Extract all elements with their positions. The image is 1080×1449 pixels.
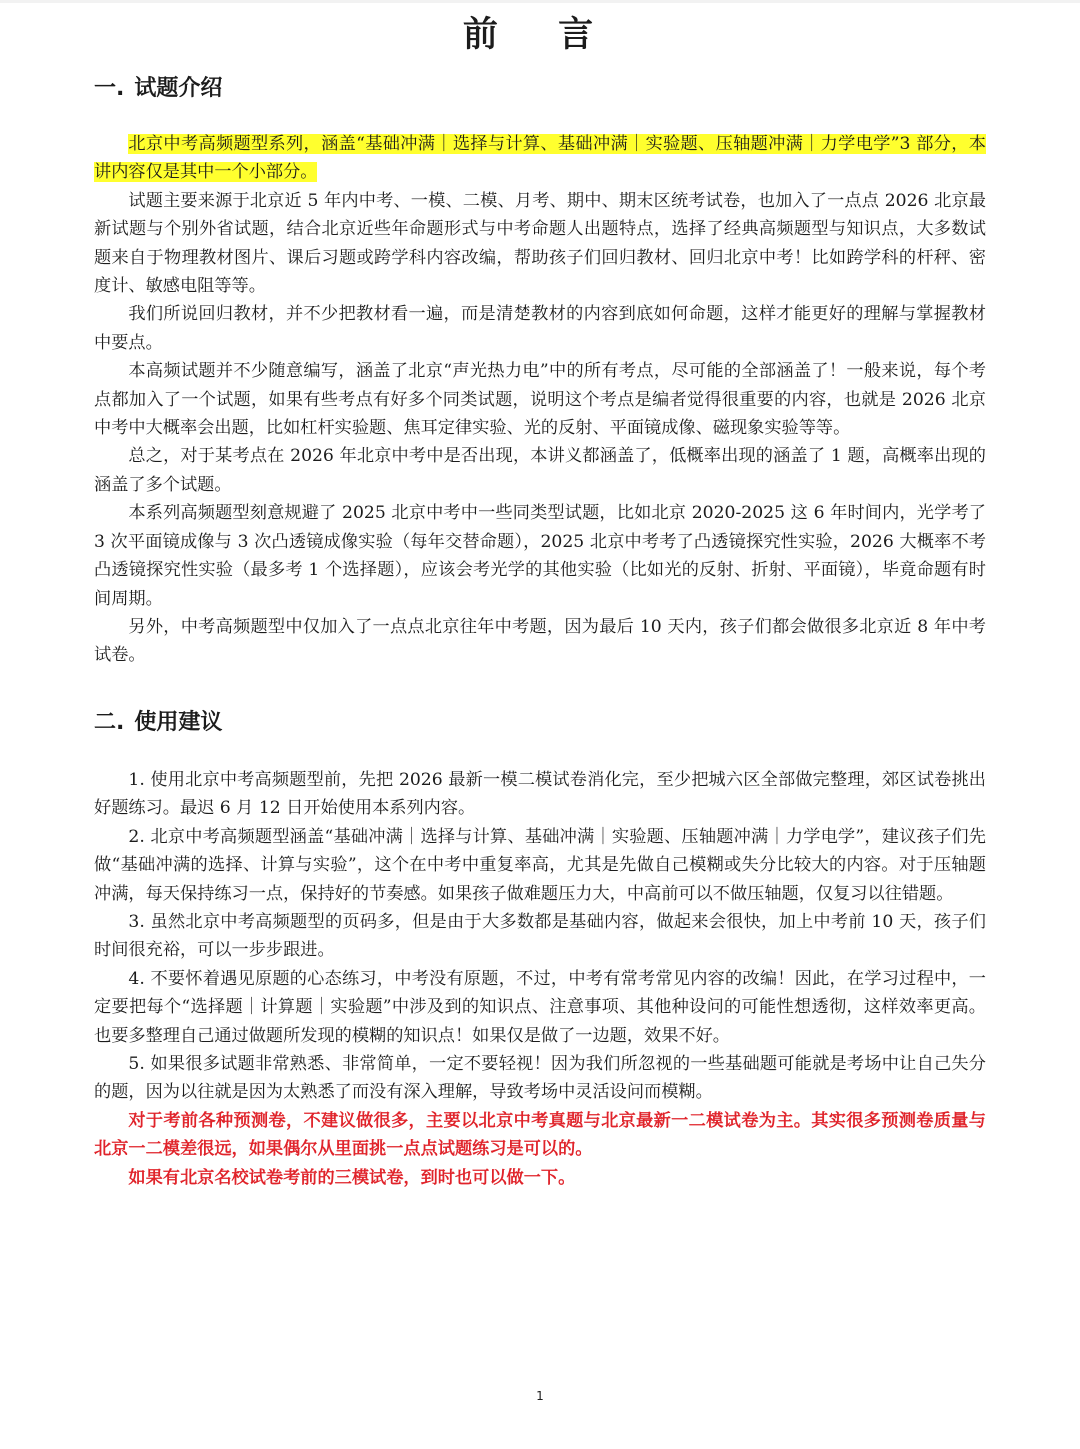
paragraph: 另外，中考高频题型中仅加入了一点点北京往年中考题，因为最后 10 天内，孩子们都会做很多北京近 8 年中考试卷。 bbox=[94, 616, 986, 666]
numbered-paragraph: 4. 不要怀着遇见原题的心态练习，中考没有原题，不过，中考有常考常见内容的改编！因此，在学习过程中，一定要把每个“选择题｜计算题｜实验题”中涉及到的知识点、注意事项、其他种设问的可能性想透彻，这样效率更高。也要多整理自己通过做题所发现的模糊的知识点！如果仅是做了一边题，效果不好。 bbox=[94, 968, 986, 1046]
page-number: 1 bbox=[536, 1389, 544, 1403]
numbered-paragraph: 5. 如果很多试题非常熟悉、非常简单，一定不要轻视！因为我们所忽视的一些基础题可能就是考场中让自己失分的题，因为以往就是因为太熟悉了而没有深入理解，导致考场中灵活设问而模糊。 bbox=[94, 1054, 986, 1103]
paragraph: 我们所说回归教材，并不少把教材看一遍，而是清楚教材的内容到底如何命题，这样才能更好的理解与掌握教材中要点。 bbox=[94, 304, 986, 353]
section-usage-body bbox=[94, 766, 986, 1192]
section-number: 一. bbox=[94, 76, 125, 101]
section-title: 使用建议 bbox=[134, 710, 223, 735]
numbered-paragraph: 3. 虽然北京中考高频题型的页码多，但是由于大多数都是基础内容，做起来会很快，加上中考前 10 天，孩子们时间很充裕，可以一步步跟进。 bbox=[94, 912, 986, 961]
paragraph: 试题主要来源于北京近 5 年内中考、一模、二模、月考、期中、期末区统考试卷，也加入了一点点 2026 北京最新试题与个别外省试题，结合北京近些年命题形式与中考命题人出题特点，选择了经典高频题型与知识点，大多数试题来自于物理教材图片、课后习题或跨学科内容改编，帮助孩子们回归教材、回归北京中考！比如跨学科的杆秤、密度计、敏感电阻等等。 bbox=[94, 190, 986, 297]
top-rule bbox=[0, 0, 1080, 3]
red-emphasis-paragraph: 如果有北京名校试卷考前的三模试卷，到时也可以做一下。 bbox=[128, 1167, 576, 1188]
section-heading-usage bbox=[94, 708, 222, 738]
section-intro-body bbox=[94, 130, 986, 670]
page-title: 前 言 bbox=[462, 15, 618, 55]
paragraph: 总之，对于某考点在 2026 年北京中考中是否出现，本讲义都涵盖了，低概率出现的涵盖了 1 题，高概率出现的涵盖了多个试题。 bbox=[94, 446, 986, 495]
red-emphasis-paragraph: 对于考前各种预测卷，不建议做很多，主要以北京中考真题与北京最新一二模试卷为主。其实很多预测卷质量与北京一二模差很远，如果偶尔从里面挑一点点试题练习是可以的。 bbox=[94, 1110, 986, 1160]
paragraph: 本高频试题并不少随意编写，涵盖了北京“声光热力电”中的所有考点，尽可能的全部涵盖了！一般来说，每个考点都加入了一个试题，如果有些考点有好多个同类试题，说明这个考点是编者觉得很重要的内容，也就是 2026 北京中考中大概率会出题，比如杠杆实验题、焦耳定律实验、光的反射、平面镜成像、磁现象实验等等。 bbox=[94, 361, 986, 439]
numbered-paragraph: 2. 北京中考高频题型涵盖“基础冲满｜选择与计算、基础冲满｜实验题、压轴题冲满｜力学电学”，建议孩子们先做“基础冲满的选择、计算与实验”，这个在中考中重复率高，尤其是先做自己模糊或失分比较大的内容。对于压轴题冲满，每天保持练习一点，保持好的节奏感。如果孩子做难题压力大，中高前可以不做压轴题，仅复习以往错题。 bbox=[94, 826, 986, 904]
section-number: 二. bbox=[94, 710, 125, 735]
highlighted-text: 北京中考高频题型系列，涵盖“基础冲满｜选择与计算、基础冲满｜实验题、压轴题冲满｜力学电学”3 部分，本讲内容仅是其中一个小部分。 bbox=[94, 134, 986, 183]
numbered-paragraph: 1. 使用北京中考高频题型前，先把 2026 最新一模二模试卷消化完，至少把城六区全部做完整理，郊区试卷挑出好题练习。最迟 6 月 12 日开始使用本系列内容。 bbox=[94, 770, 986, 819]
paragraph: 本系列高频题型刻意规避了 2025 北京中考中一些同类型试题，比如北京 2020-2025 这 6 年时间内，光学考了 3 次平面镜成像与 3 次凸透镜成像实验（每年交替命题），2025 北京中考考了凸透镜探究性实验，2026 大概率不考凸透镜探究性实验（最多考 1 个选择题），应该会考光学的其他实验（比如光的反射、折射、平面镜），毕竟命题有时间周期。 bbox=[94, 503, 986, 609]
section-title: 试题介绍 bbox=[134, 76, 223, 101]
section-heading-intro bbox=[94, 74, 222, 104]
highlight-paragraph bbox=[94, 130, 986, 187]
